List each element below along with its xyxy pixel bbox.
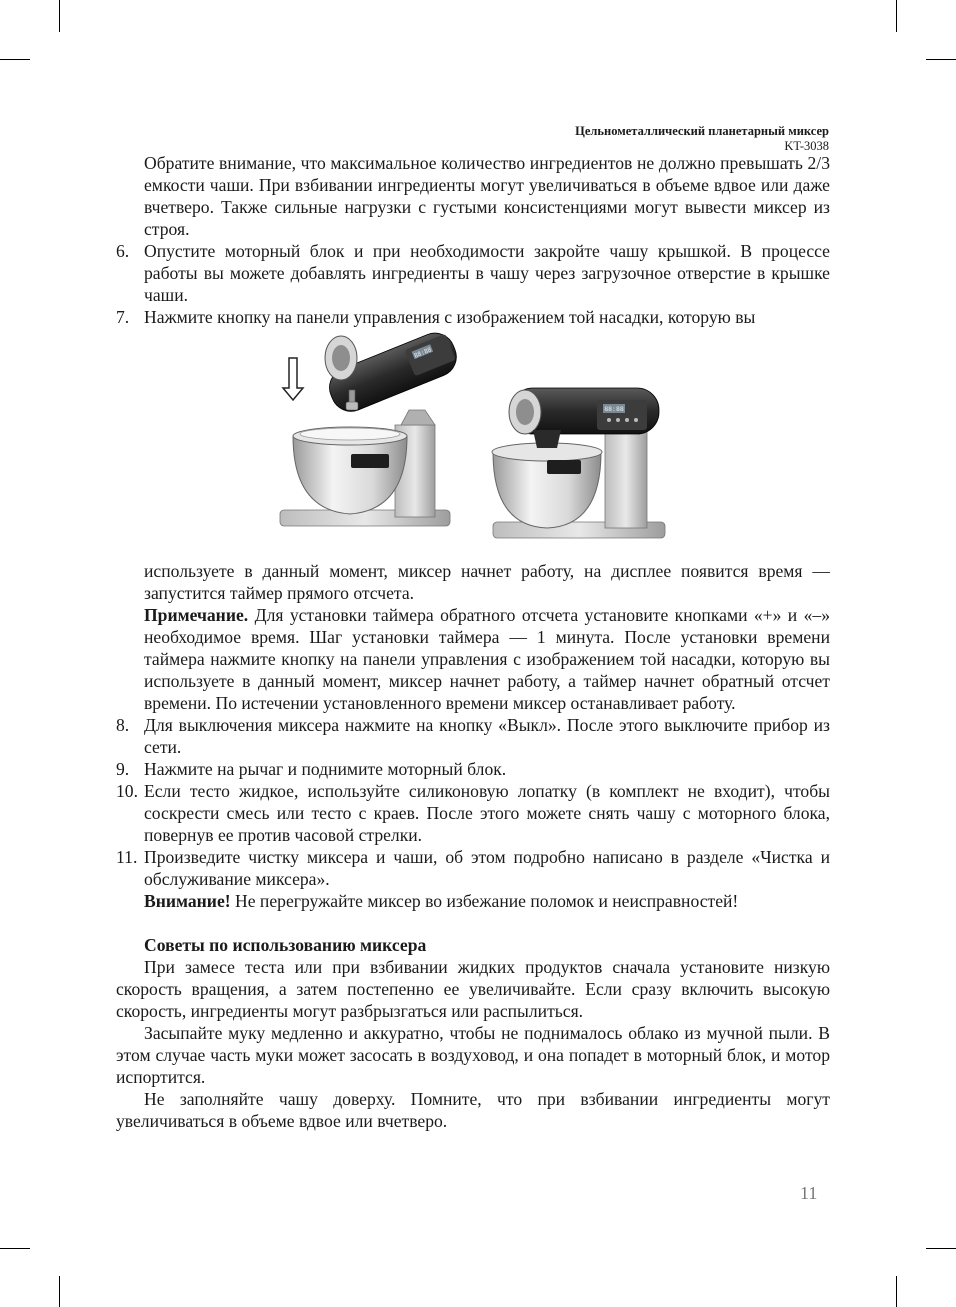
text-block-bottom xyxy=(116,560,830,1132)
running-header-title: Цельнометаллический планетарный миксер xyxy=(575,124,829,138)
list-text: Нажмите на рычаг и поднимите моторный блок. xyxy=(144,759,507,779)
crop-mark xyxy=(0,59,30,60)
section-heading-tips: Советы по использованию миксера xyxy=(144,935,427,955)
list-text: Для выключения миксера нажмите на кнопку «Выкл». После этого выключите прибор из сети. xyxy=(144,715,830,757)
mixer-illustration xyxy=(275,330,675,550)
mixer-head-lowered xyxy=(492,388,665,538)
list-number: 9. xyxy=(116,759,130,779)
list-number: 11. xyxy=(116,847,138,867)
page-number: 11 xyxy=(800,1183,818,1203)
list-number: 6. xyxy=(116,241,130,261)
list-text: Если тесто жидкое, используйте силиконовую лопатку (в комплект не входит), чтобы соскрести смесь или тесто с краев. После этого можете снять чашу с моторного блока, повернув ее против часовой стрелки. xyxy=(144,781,830,845)
list-text: Произведите чистку миксера и чаши, об этом подробно написано в разделе «Чистка и обслуживание миксера». xyxy=(144,847,830,889)
crop-mark xyxy=(59,0,60,32)
display-left-text: 88:88 xyxy=(413,346,433,360)
list-item-6 xyxy=(116,240,830,306)
note-label: Примечание. xyxy=(144,605,249,625)
crop-mark xyxy=(0,1248,30,1249)
mixer-head-raised xyxy=(280,330,462,526)
text-block-top xyxy=(116,152,830,328)
list-item-7 xyxy=(116,306,830,328)
paragraph-capacity-warning: Обратите внимание, что максимальное количество ингредиентов не должно превышать 2/3 емкости чаши. При взбивании ингредиенты могут увеличиваться в объеме вдвое или даже вчетверо. Также сильные нагрузки с густыми консистенциями могут вывести миксер из строя. xyxy=(144,153,830,239)
crop-mark xyxy=(896,1276,897,1307)
crop-mark xyxy=(926,1248,956,1249)
list-text: Опустите моторный блок и при необходимости закройте чашу крышкой. В процессе работы вы можете добавлять ингредиенты в чашу через загрузочное отверстие в крышке чаши. xyxy=(144,241,830,305)
list-item-10 xyxy=(116,780,830,846)
list-number: 8. xyxy=(116,715,130,735)
list-item-11 xyxy=(116,846,830,890)
warning-text: Не перегружайте миксер во избежание поломок и неисправностей! xyxy=(230,891,739,911)
tip-paragraph-3: Не заполняйте чашу доверху. Помните, что при взбивании ингредиенты могут увеличиваться в объеме вдвое или вчетверо. xyxy=(116,1089,830,1131)
crop-mark xyxy=(896,0,897,32)
list-item-8 xyxy=(116,714,830,758)
crop-mark xyxy=(926,59,956,60)
list-item-9 xyxy=(116,758,830,780)
list-number: 7. xyxy=(116,307,130,327)
tip-paragraph-2: Засыпайте муку медленно и аккуратно, чтобы не поднималось облако из мучной пыли. В этом случае часть муки может засосать в воздуховод, и она попадет в моторный блок, и мотор испортится. xyxy=(116,1023,830,1087)
list-item-7-continuation: используете в данный момент, миксер начнет работу, на дисплее появится время — запустится таймер прямого отсчета. xyxy=(144,561,830,603)
note-text: Для установки таймера обратного отсчета установите кнопками «+» и «–» необходимое время. Шаг установки таймера — 1 минута. После установки времени таймера нажмите кнопку на панели управления с изображением той насадки, которую вы используете в данный момент, миксер начнет работу, а таймер начнет обратный отсчет времени. По истечении установленного времени миксер останавливает работу. xyxy=(144,605,830,713)
note-paragraph xyxy=(116,604,830,714)
down-arrow-icon xyxy=(283,358,303,400)
list-number: 10. xyxy=(116,781,138,801)
running-header-model: KT-3038 xyxy=(784,139,829,153)
warning-label: Внимание! xyxy=(144,891,231,911)
crop-mark xyxy=(59,1276,60,1307)
tip-paragraph-1: При замесе теста или при взбивании жидких продуктов сначала установите низкую скорость вращения, а затем постепенно ее увеличивайте. Если сразу включить высокую скорость, ингредиенты могут разбрызгаться или распылиться. xyxy=(116,957,830,1021)
warning-paragraph xyxy=(116,890,830,912)
list-text: Нажмите кнопку на панели управления с изображением той насадки, которую вы xyxy=(144,307,756,327)
display-right-text: 88:88 xyxy=(604,405,624,413)
